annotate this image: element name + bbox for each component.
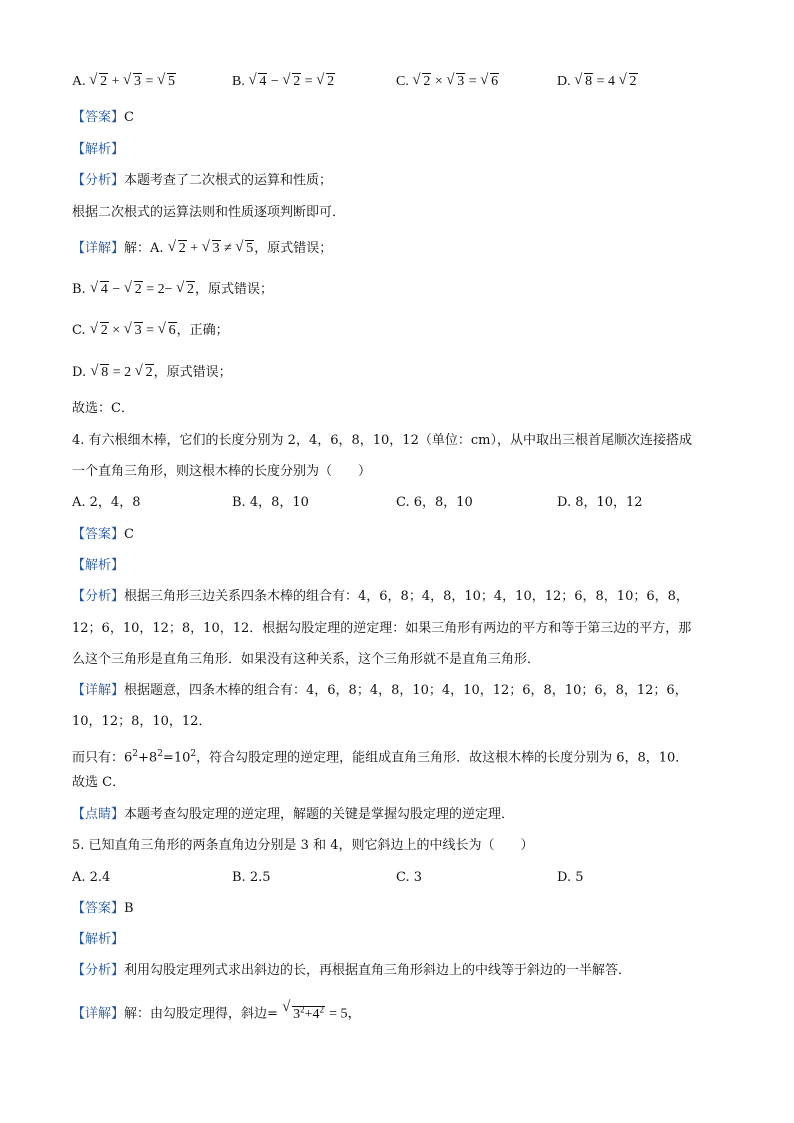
detail-lead: C.: [72, 323, 86, 338]
math-expression: [248, 74, 335, 89]
q4-fenxi-line2: 12；6，10，12；8，10，12．根据勾股定理的逆定理：如果三角形有两边的平方和等于第三边的平方，那: [72, 621, 692, 636]
exponent: 2: [319, 1004, 324, 1014]
math-expression: [90, 282, 195, 297]
q4-analysis-tag: 【解析】: [72, 558, 125, 573]
fenxi-text: 根据三角形三边关系四条木棒的组合有：4，6，8；4，8，10；4，10，12；6，8，10；6，8，: [124, 589, 689, 604]
sqrt-radical: √ 2: [136, 364, 154, 382]
detail-lead: B.: [72, 282, 86, 297]
math-expression: [168, 241, 255, 256]
q5-option-a: A. 2.4: [72, 870, 111, 885]
math-operator: =: [465, 74, 481, 89]
sqrt-radical: √ 5: [158, 73, 176, 91]
sqrt-radical: √ 3: [125, 322, 143, 340]
sqrt-radical: √ 2: [91, 322, 109, 340]
q3-choose: 故选：C．: [72, 401, 134, 416]
math-operator: −: [108, 282, 124, 297]
detail-lead: 解：A.: [124, 241, 164, 256]
fenxi-tag: 【分析】: [72, 589, 125, 604]
q3-option-b: [232, 73, 335, 91]
sqrt-radical: √ 2: [413, 73, 431, 91]
option-label: D.: [557, 74, 571, 89]
detail-text: = 5，: [329, 1006, 362, 1022]
sqrt-radical: [283, 1000, 325, 1024]
math-operator: +: [186, 241, 202, 256]
math-operator: =: [142, 323, 158, 338]
dianjing-text: 本题考查勾股定理的逆定理，解题的关键是掌握勾股定理的逆定理．: [124, 807, 515, 822]
option-label: C.: [396, 74, 409, 89]
option-label: A.: [72, 74, 86, 89]
q4-option-c: C. 6，8，10: [396, 495, 473, 510]
math-operator: ×: [108, 323, 124, 338]
q3-detail-d: [72, 364, 232, 382]
detail-tail: ，原式错误；: [153, 365, 232, 380]
math-operator: ×: [431, 74, 447, 89]
q4-dianjing: [72, 806, 514, 824]
q5-stem: 5. 已知直角三角形的两条直角边分别是 3 和 4，则它斜边上的中线长为（ ）: [72, 838, 534, 853]
q4-option-a: A. 2，4，8: [72, 495, 141, 510]
q4-detail-line1: [72, 682, 688, 700]
q3-fenxi-2: 根据二次根式的运算法则和性质逐项判断即可．: [72, 205, 346, 220]
sqrt-radical: √ 5: [236, 240, 254, 258]
q3-answer: [72, 109, 134, 127]
math-operator: −: [267, 74, 283, 89]
answer-value: C: [124, 527, 134, 542]
detail-text: +8: [138, 750, 158, 766]
detail-text: 而只有：6: [72, 750, 133, 766]
sqrt-radical: √ 2: [620, 73, 638, 91]
q3-detail-b: [72, 281, 273, 299]
radicand: +4: [304, 1006, 320, 1022]
sqrt-radical: √ 8: [575, 73, 593, 91]
radicand: 3: [293, 1006, 301, 1022]
q4-option-b: B. 4，8，10: [232, 495, 309, 510]
q5-answer: [72, 900, 134, 918]
q5-fenxi: [72, 962, 631, 980]
sqrt-radical: √ 6: [481, 73, 499, 91]
detail-lead: D.: [72, 365, 87, 380]
sqrt-radical: √ 4: [249, 73, 267, 91]
math-expression: [574, 74, 637, 89]
q5-analysis-tag: 【解析】: [72, 932, 125, 947]
sqrt-radical: √ 2: [283, 73, 301, 91]
q5-option-c: C. 3: [396, 870, 423, 885]
detail-tag: 【详解】: [72, 241, 125, 256]
q4-stem-line1: 4. 有六根细木棒，它们的长度分别为 2，4，6，8，10，12（单位：cm），从中取出三根首尾顺次连接搭成: [72, 433, 692, 448]
sqrt-radical: √ 2: [317, 73, 335, 91]
q3-detail-a: [72, 240, 332, 258]
fenxi-tag: 【分析】: [72, 173, 125, 188]
detail-tail: ，原式错误；: [254, 241, 333, 256]
math-expression: [412, 74, 499, 89]
sqrt-radical: √ 3: [203, 240, 221, 258]
answer-tag: 【答案】: [72, 110, 125, 125]
q3-option-a: [72, 73, 176, 91]
q4-stem-line2: 一个直角三角形，则这根木棒的长度分别为（ ）: [72, 464, 372, 479]
q4-fenxi-line1: [72, 588, 689, 606]
detail-tail: ，正确；: [176, 323, 229, 338]
q4-detail-line2: 10，12；8，10，12．: [72, 714, 212, 729]
sqrt-radical: √ 2: [177, 281, 195, 299]
exponent: 2: [157, 749, 163, 759]
option-label: B.: [232, 74, 245, 89]
detail-text: ，符合勾股定理的逆定理，能组成直角三角形．故这根木棒的长度分别为 6，8，10．: [196, 750, 689, 766]
answer-value: B: [124, 901, 134, 916]
q4-choose: 故选 C．: [72, 775, 126, 790]
q3-option-d: [557, 73, 638, 91]
detail-tag: 【详解】: [72, 683, 125, 698]
fenxi-text: 利用勾股定理列式求出斜边的长，再根据直角三角形斜边上的中线等于斜边的一半解答．: [124, 963, 632, 978]
sqrt-radical: √ 2: [125, 281, 143, 299]
q4-option-d: D. 8，10，12: [557, 495, 643, 510]
sqrt-radical: √ 2: [90, 73, 108, 91]
q4-fenxi-line3: 么这个三角形是直角三角形．如果没有这种关系，这个三角形就不是直角三角形．: [72, 652, 541, 667]
exponent: 2: [132, 749, 139, 759]
math-expression: [89, 74, 176, 89]
q4-answer: [72, 526, 134, 544]
exponent: 2: [300, 1004, 305, 1014]
q5-option-d: D. 5: [557, 870, 584, 885]
detail-text: 解：由勾股定理得，斜边=: [124, 1006, 278, 1022]
sqrt-radical: √ 4: [91, 281, 109, 299]
math-operator: +: [108, 74, 124, 89]
q3-analysis-tag: 【解析】: [72, 142, 125, 157]
dianjing-tag: 【点睛】: [72, 807, 125, 822]
q5-detail: [72, 1000, 362, 1024]
q3-detail-c: [72, 322, 229, 340]
fenxi-tag: 【分析】: [72, 963, 125, 978]
math-operator: =: [301, 74, 317, 89]
math-operator: ≠: [220, 241, 236, 256]
detail-text: 根据题意，四条木棒的组合有：4，6，8；4，8，10；4，10，12；6，8，10；6，8，12；6，: [124, 683, 688, 698]
sqrt-radical: √ 8: [91, 364, 109, 382]
detail-tail: ，原式错误；: [195, 282, 274, 297]
sqrt-radical: √ 6: [159, 322, 177, 340]
q3-option-c: [396, 73, 499, 91]
math-expression: [90, 323, 177, 338]
math-operator: = 4: [593, 74, 619, 89]
math-operator: = 2: [109, 365, 135, 380]
sqrt-radical: √ 3: [124, 73, 142, 91]
sqrt-radical: √ 2: [169, 240, 187, 258]
sqrt-radical: √ 3: [447, 73, 465, 91]
answer-tag: 【答案】: [72, 527, 125, 542]
q4-detail-line3: [72, 745, 688, 767]
q5-option-b: B. 2.5: [232, 870, 271, 885]
q3-fenxi: [72, 172, 332, 190]
detail-text: =10: [162, 750, 191, 766]
math-operator: = 2−: [142, 282, 177, 297]
answer-tag: 【答案】: [72, 901, 125, 916]
exponent: 2: [190, 749, 197, 759]
answer-value: C: [124, 110, 134, 125]
fenxi-text: 本题考查了二次根式的运算和性质；: [124, 173, 333, 188]
math-operator: =: [142, 74, 157, 89]
detail-tag: 【详解】: [72, 1006, 125, 1022]
math-expression: [90, 365, 153, 380]
